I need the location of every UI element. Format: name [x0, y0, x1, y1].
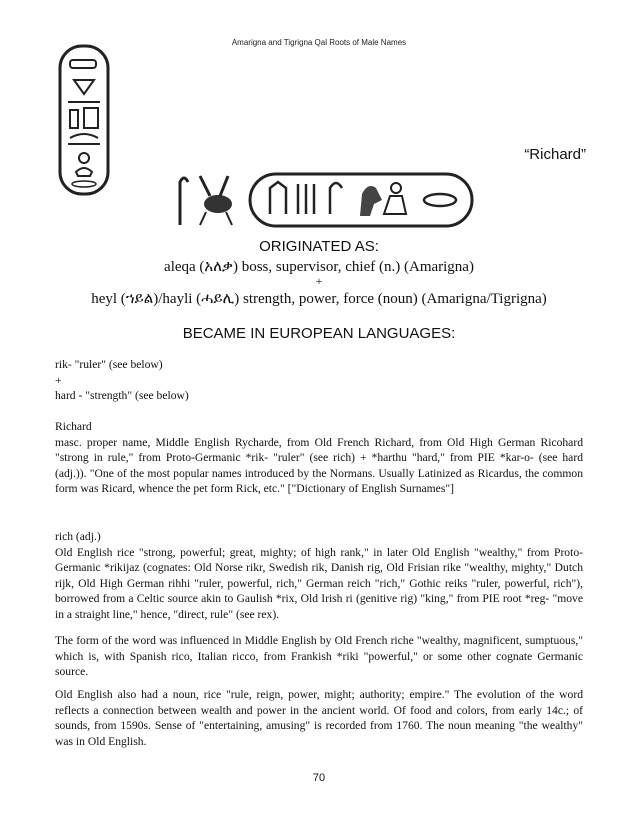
vertical-cartouche	[56, 40, 112, 200]
entry-text: masc. proper name, Middle English Rycharde, from Old French Richard, from Old High German Ricohard "strong in rule," from Proto-Germanic *rik- "ruler" (see rich) + *harthu "hard," from PIE *kar-o- (see hard (adj.)). "One of the most popular names introduced by the Normans. Usually Latinized as Ricardus, the common form was Ricard, whence the pet form Rick, etc." ["Dictionary of English Surnames"]	[55, 435, 583, 496]
origin-line-heyl: heyl (ኀይል)/hayli (ሓይሊ) strength, power, force (noun) (Amarigna/Tigrigna)	[91, 291, 547, 307]
running-header: Amarigna and Tigrigna Qal Roots of Male Names	[231, 38, 407, 47]
origin-line-aleqa: aleqa (አለቃ) boss, supervisor, chief (n.) (Amarigna)	[164, 259, 474, 275]
entry-term: Richard	[55, 420, 92, 433]
hieroglyph-group	[170, 170, 480, 230]
part-hard: hard - "strength" (see below)	[55, 389, 189, 403]
entry-term: rich (adj.)	[55, 530, 101, 543]
paragraph-form: The form of the word was influenced in Middle English by Old French riche "wealthy, magnificent, sumptuous," which is, with Spanish rico, Italian ricco, from Frankish *riki "powerful," or some other cognate Germanic source.	[55, 634, 583, 679]
origin-plus: +	[315, 274, 323, 288]
part-rik: rik- "ruler" (see below)	[55, 358, 163, 371]
became-heading: BECAME IN EUROPEAN LANGUAGES:	[182, 325, 456, 342]
name-label: “Richard”	[524, 146, 586, 163]
rich-entry	[55, 529, 583, 623]
entry-text: Old English rice "strong, powerful; great, mighty; of high rank," in later Old English "wealthy," from Proto-Germanic *rikijaz (cognates: Old Norse rikr, Swedish rik, Danish rig, Old Frisian rike "wealthy, mighty," Dutch rijk, Old High German rihhi "ruler, powerful, rich," German reich "rich," Gothic reiks "ruler, powerful, rich"), borrowed from a Celtic source akin to Gaulish *rix, Old Irish ri (genitive rig) "king," from PIE root *reg- "move in a straight line," hence, "direct, rule" (see rex).	[55, 545, 583, 621]
page-number: 70	[312, 772, 326, 784]
paragraph-noun: Old English also had a noun, rice "rule, reign, power, might; authority; empire." The evolution of the word reflects a connection between wealth and power in the ancient world. Of food and colors, from early 14c.; of sounds, from 1590s. Sense of "entertaining, amusing" is recorded from 1760. The noun meaning "the wealthy" was in Old English.	[55, 688, 583, 748]
originated-heading: ORIGINATED AS:	[259, 238, 379, 255]
richard-entry	[55, 419, 583, 497]
parts-list	[55, 357, 583, 404]
part-plus: +	[55, 373, 62, 387]
